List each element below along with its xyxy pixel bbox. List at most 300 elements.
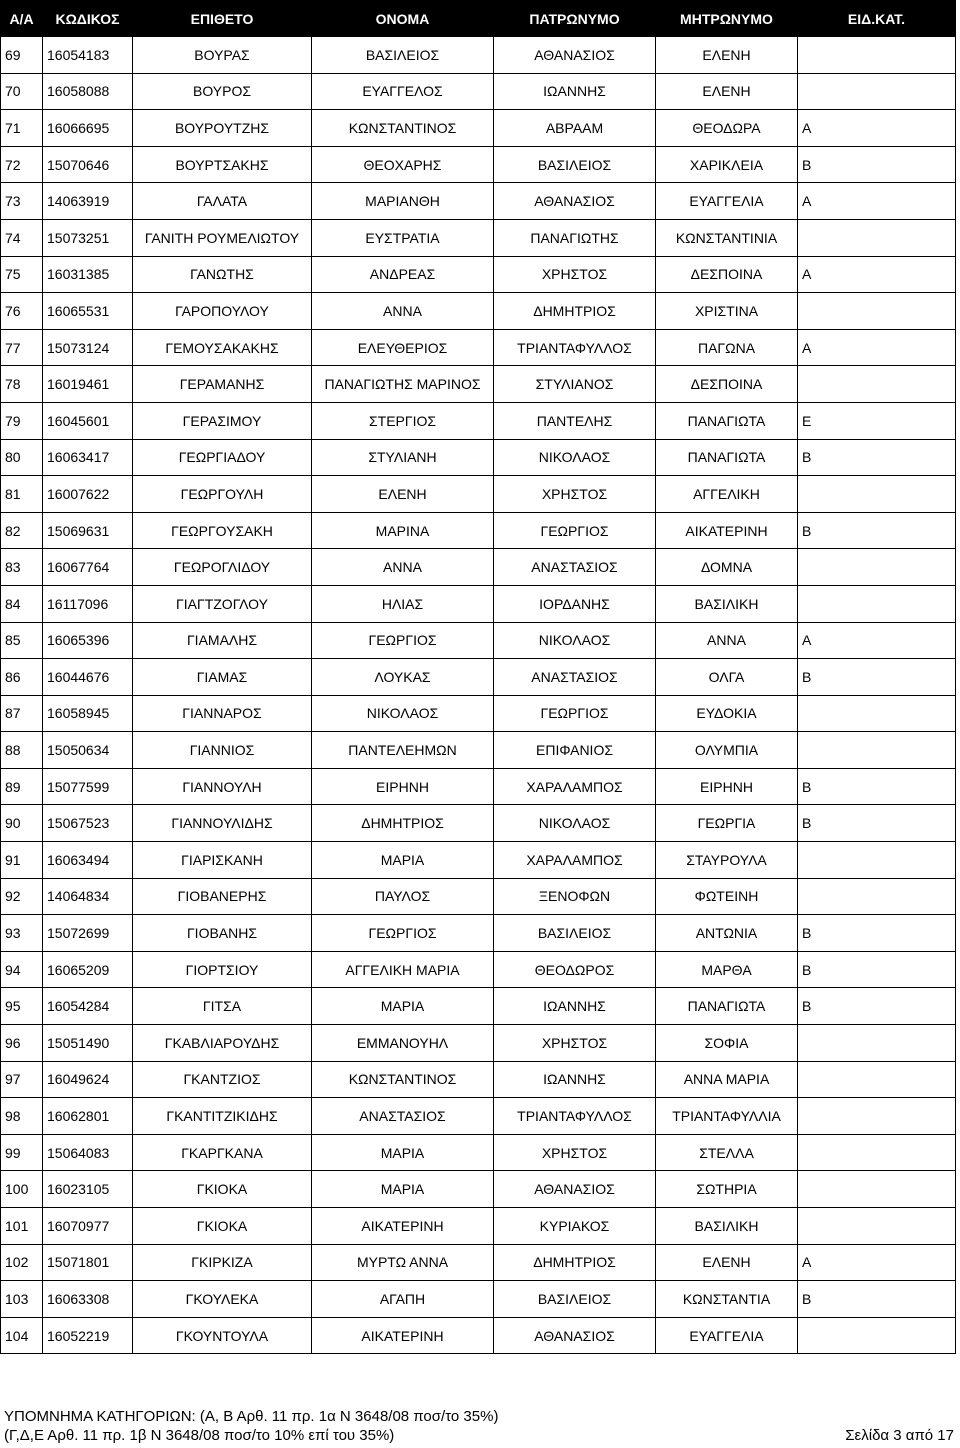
cell-father-name: ΒΑΣΙΛΕΙΟΣ (494, 1281, 656, 1318)
cell-category: Β (798, 951, 956, 988)
cell-surname: ΓΑΛΑΤΑ (133, 183, 312, 220)
cell-category (798, 695, 956, 732)
cell-aa: 88 (1, 732, 43, 769)
cell-father-name: ΑΝΑΣΤΑΣΙΟΣ (494, 659, 656, 696)
cell-first-name: ΓΕΩΡΓΙΟΣ (312, 915, 494, 952)
table-row (1, 659, 956, 696)
cell-mother-name: ΕΥΑΓΓΕΛΙΑ (656, 183, 798, 220)
cell-aa: 98 (1, 1098, 43, 1135)
cell-aa: 85 (1, 622, 43, 659)
cell-aa: 93 (1, 915, 43, 952)
cell-first-name: ΚΩΝΣΤΑΝΤΙΝΟΣ (312, 110, 494, 147)
cell-father-name: ΕΠΙΦΑΝΙΟΣ (494, 732, 656, 769)
table-row (1, 842, 956, 879)
cell-father-name: ΝΙΚΟΛΑΟΣ (494, 439, 656, 476)
cell-category (798, 1208, 956, 1245)
table-header (1, 1, 956, 37)
table-row (1, 219, 956, 256)
cell-category: Α (798, 110, 956, 147)
table-row (1, 1244, 956, 1281)
cell-surname: ΓΕΡΑΜΑΝΗΣ (133, 366, 312, 403)
cell-code: 14063919 (43, 183, 133, 220)
cell-aa: 72 (1, 146, 43, 183)
table-row (1, 439, 956, 476)
cell-surname: ΓΚΑΝΤΖΙΟΣ (133, 1061, 312, 1098)
cell-category (798, 1025, 956, 1062)
cell-code: 16054284 (43, 988, 133, 1025)
cell-father-name: ΑΘΑΝΑΣΙΟΣ (494, 37, 656, 74)
cell-mother-name: ΑΝΝΑ ΜΑΡΙΑ (656, 1061, 798, 1098)
table-row (1, 293, 956, 330)
cell-code: 16065531 (43, 293, 133, 330)
cell-category: Β (798, 512, 956, 549)
cell-category (798, 1098, 956, 1135)
cell-code: 16066695 (43, 110, 133, 147)
cell-surname: ΓΕΜΟΥΣΑΚΑΚΗΣ (133, 329, 312, 366)
cell-first-name: ΜΑΡΙΑΝΘΗ (312, 183, 494, 220)
cell-category: Α (798, 622, 956, 659)
cell-first-name: ΔΗΜΗΤΡΙΟΣ (312, 805, 494, 842)
cell-code: 14064834 (43, 878, 133, 915)
cell-father-name: ΤΡΙΑΝΤΑΦΥΛΛΟΣ (494, 1098, 656, 1135)
table-row (1, 951, 956, 988)
cell-first-name: ΜΑΡΙΝΑ (312, 512, 494, 549)
cell-father-name: ΙΩΑΝΝΗΣ (494, 73, 656, 110)
cell-surname: ΓΙΤΣΑ (133, 988, 312, 1025)
cell-code: 15070646 (43, 146, 133, 183)
cell-mother-name: ΕΛΕΝΗ (656, 37, 798, 74)
cell-category: Β (798, 988, 956, 1025)
cell-mother-name: ΜΑΡΘΑ (656, 951, 798, 988)
header-first-name: ΟΝΟΜΑ (312, 1, 494, 37)
cell-aa: 104 (1, 1317, 43, 1354)
cell-surname: ΓΚΑΡΓΚΑΝΑ (133, 1134, 312, 1171)
cell-father-name: ΘΕΟΔΩΡΟΣ (494, 951, 656, 988)
cell-first-name: ΕΙΡΗΝΗ (312, 768, 494, 805)
cell-surname: ΓΙΑΜΑΛΗΣ (133, 622, 312, 659)
cell-category: Α (798, 183, 956, 220)
cell-aa: 69 (1, 37, 43, 74)
table-row (1, 915, 956, 952)
cell-aa: 84 (1, 585, 43, 622)
cell-father-name: ΑΘΑΝΑΣΙΟΣ (494, 1317, 656, 1354)
cell-aa: 90 (1, 805, 43, 842)
cell-father-name: ΙΩΑΝΝΗΣ (494, 1061, 656, 1098)
table-row (1, 768, 956, 805)
cell-first-name: ΕΥΑΓΓΕΛΟΣ (312, 73, 494, 110)
table-row (1, 512, 956, 549)
cell-surname: ΓΚΙΡΚΙΖΑ (133, 1244, 312, 1281)
cell-surname: ΓΙΑΓΤΖΟΓΛΟΥ (133, 585, 312, 622)
header-surname: ΕΠΙΘΕΤΟ (133, 1, 312, 37)
cell-mother-name: ΑΝΝΑ (656, 622, 798, 659)
cell-father-name: ΒΑΣΙΛΕΙΟΣ (494, 146, 656, 183)
table-row (1, 183, 956, 220)
cell-code: 15069631 (43, 512, 133, 549)
cell-category (798, 1134, 956, 1171)
table-row (1, 1208, 956, 1245)
cell-surname: ΓΕΩΡΓΙΑΔΟΥ (133, 439, 312, 476)
cell-father-name: ΤΡΙΑΝΤΑΦΥΛΛΟΣ (494, 329, 656, 366)
cell-first-name: ΑΝΝΑ (312, 293, 494, 330)
cell-father-name: ΧΡΗΣΤΟΣ (494, 476, 656, 513)
cell-surname: ΓΚΙΟΚΑ (133, 1208, 312, 1245)
cell-surname: ΓΕΩΡΓΟΥΣΑΚΗ (133, 512, 312, 549)
cell-surname: ΓΙΑΝΝΟΥΛΙΔΗΣ (133, 805, 312, 842)
cell-father-name: ΔΗΜΗΤΡΙΟΣ (494, 293, 656, 330)
cell-code: 16070977 (43, 1208, 133, 1245)
cell-aa: 74 (1, 219, 43, 256)
cell-father-name: ΑΘΑΝΑΣΙΟΣ (494, 1171, 656, 1208)
table-row (1, 402, 956, 439)
cell-aa: 96 (1, 1025, 43, 1062)
cell-mother-name: ΔΟΜΝΑ (656, 549, 798, 586)
cell-surname: ΒΟΥΡΤΣΑΚΗΣ (133, 146, 312, 183)
table-row (1, 1061, 956, 1098)
cell-category: Β (798, 805, 956, 842)
page-number: Σελίδα 3 από 17 (845, 1427, 954, 1444)
cell-mother-name: ΠΑΝΑΓΙΩΤΑ (656, 439, 798, 476)
cell-first-name: ΑΝΔΡΕΑΣ (312, 256, 494, 293)
cell-category (798, 732, 956, 769)
cell-code: 16031385 (43, 256, 133, 293)
cell-code: 15077599 (43, 768, 133, 805)
cell-surname: ΒΟΥΡΟΣ (133, 73, 312, 110)
table-row (1, 622, 956, 659)
cell-code: 16063494 (43, 842, 133, 879)
cell-mother-name: ΑΓΓΕΛΙΚΗ (656, 476, 798, 513)
cell-mother-name: ΟΛΓΑ (656, 659, 798, 696)
cell-aa: 102 (1, 1244, 43, 1281)
cell-father-name: ΠΑΝΤΕΛΗΣ (494, 402, 656, 439)
cell-first-name: ΑΙΚΑΤΕΡΙΝΗ (312, 1317, 494, 1354)
cell-father-name: ΒΑΣΙΛΕΙΟΣ (494, 915, 656, 952)
cell-category: Β (798, 146, 956, 183)
cell-category (798, 1171, 956, 1208)
cell-code: 16023105 (43, 1171, 133, 1208)
table-row (1, 1317, 956, 1354)
cell-surname: ΓΚΑΝΤΙΤΖΙΚΙΔΗΣ (133, 1098, 312, 1135)
cell-code: 15073251 (43, 219, 133, 256)
cell-first-name: ΑΙΚΑΤΕΡΙΝΗ (312, 1208, 494, 1245)
cell-mother-name: ΓΕΩΡΓΙΑ (656, 805, 798, 842)
cell-code: 15072699 (43, 915, 133, 952)
cell-category (798, 1061, 956, 1098)
cell-category (798, 219, 956, 256)
cell-category: Β (798, 768, 956, 805)
cell-father-name: ΧΡΗΣΤΟΣ (494, 1134, 656, 1171)
cell-first-name: ΒΑΣΙΛΕΙΟΣ (312, 37, 494, 74)
cell-aa: 77 (1, 329, 43, 366)
cell-father-name: ΝΙΚΟΛΑΟΣ (494, 622, 656, 659)
cell-mother-name: ΕΛΕΝΗ (656, 1244, 798, 1281)
cell-code: 15051490 (43, 1025, 133, 1062)
cell-aa: 81 (1, 476, 43, 513)
cell-surname: ΓΑΝΩΤΗΣ (133, 256, 312, 293)
cell-surname: ΓΙΑΝΝΑΡΟΣ (133, 695, 312, 732)
cell-surname: ΓΙΟΡΤΣΙΟΥ (133, 951, 312, 988)
cell-surname: ΓΕΩΡΓΟΥΛΗ (133, 476, 312, 513)
cell-mother-name: ΔΕΣΠΟΙΝΑ (656, 256, 798, 293)
table-row (1, 1281, 956, 1318)
cell-category: Β (798, 915, 956, 952)
cell-aa: 97 (1, 1061, 43, 1098)
cell-first-name: ΗΛΙΑΣ (312, 585, 494, 622)
cell-father-name: ΝΙΚΟΛΑΟΣ (494, 805, 656, 842)
cell-mother-name: ΕΥΑΓΓΕΛΙΑ (656, 1317, 798, 1354)
cell-code: 16065209 (43, 951, 133, 988)
cell-aa: 94 (1, 951, 43, 988)
cell-surname: ΓΕΩΡΟΓΛΙΔΟΥ (133, 549, 312, 586)
cell-father-name: ΑΘΑΝΑΣΙΟΣ (494, 183, 656, 220)
cell-surname: ΓΙΑΝΝΟΥΛΗ (133, 768, 312, 805)
cell-father-name: ΓΕΩΡΓΙΟΣ (494, 512, 656, 549)
cell-first-name: ΜΑΡΙΑ (312, 988, 494, 1025)
cell-surname: ΓΙΟΒΑΝΕΡΗΣ (133, 878, 312, 915)
cell-mother-name: ΒΑΣΙΛΙΚΗ (656, 1208, 798, 1245)
cell-surname: ΓΙΑΜΑΣ (133, 659, 312, 696)
cell-aa: 100 (1, 1171, 43, 1208)
header-code: ΚΩΔΙΚΟΣ (43, 1, 133, 37)
cell-first-name: ΕΜΜΑΝΟΥΗΛ (312, 1025, 494, 1062)
cell-surname: ΓΚΑΒΛΙΑΡΟΥΔΗΣ (133, 1025, 312, 1062)
cell-code: 16044676 (43, 659, 133, 696)
cell-code: 15071801 (43, 1244, 133, 1281)
cell-mother-name: ΣΤΑΥΡΟΥΛΑ (656, 842, 798, 879)
cell-father-name: ΑΝΑΣΤΑΣΙΟΣ (494, 549, 656, 586)
cell-aa: 95 (1, 988, 43, 1025)
cell-father-name: ΣΤΥΛΙΑΝΟΣ (494, 366, 656, 403)
cell-first-name: ΘΕΟΧΑΡΗΣ (312, 146, 494, 183)
cell-first-name: ΑΓΓΕΛΙΚΗ ΜΑΡΙΑ (312, 951, 494, 988)
cell-category (798, 37, 956, 74)
cell-mother-name: ΕΥΔΟΚΙΑ (656, 695, 798, 732)
cell-mother-name: ΑΙΚΑΤΕΡΙΝΗ (656, 512, 798, 549)
cell-surname: ΒΟΥΡΑΣ (133, 37, 312, 74)
cell-first-name: ΣΤΥΛΙΑΝΗ (312, 439, 494, 476)
table-row (1, 146, 956, 183)
cell-code: 16049624 (43, 1061, 133, 1098)
cell-first-name: ΓΕΩΡΓΙΟΣ (312, 622, 494, 659)
table-row (1, 1025, 956, 1062)
cell-mother-name: ΔΕΣΠΟΙΝΑ (656, 366, 798, 403)
cell-code: 16058945 (43, 695, 133, 732)
cell-aa: 101 (1, 1208, 43, 1245)
cell-first-name: ΕΥΣΤΡΑΤΙΑ (312, 219, 494, 256)
cell-aa: 82 (1, 512, 43, 549)
table-row (1, 366, 956, 403)
cell-category: Α (798, 256, 956, 293)
table-row (1, 1098, 956, 1135)
legend-line-2: (Γ,Δ,Ε Αρθ. 11 πρ. 1β Ν 3648/08 ποσ/το 10% επί του 35%) (4, 1427, 395, 1444)
cell-first-name: ΕΛΕΝΗ (312, 476, 494, 513)
cell-code: 15073124 (43, 329, 133, 366)
table-row (1, 988, 956, 1025)
cell-category (798, 1317, 956, 1354)
cell-code: 16067764 (43, 549, 133, 586)
cell-first-name: ΜΑΡΙΑ (312, 1134, 494, 1171)
cell-code: 16058088 (43, 73, 133, 110)
cell-code: 15064083 (43, 1134, 133, 1171)
cell-aa: 89 (1, 768, 43, 805)
cell-category (798, 73, 956, 110)
cell-mother-name: ΣΟΦΙΑ (656, 1025, 798, 1062)
header-special-category: ΕΙΔ.ΚΑΤ. (798, 1, 956, 37)
cell-category: Ε (798, 402, 956, 439)
cell-first-name: ΜΑΡΙΑ (312, 1171, 494, 1208)
table-row (1, 37, 956, 74)
table-row (1, 805, 956, 842)
cell-father-name: ΑΒΡΑΑΜ (494, 110, 656, 147)
table-row (1, 549, 956, 586)
table-row (1, 585, 956, 622)
cell-aa: 79 (1, 402, 43, 439)
cell-category (798, 476, 956, 513)
cell-mother-name: ΠΑΝΑΓΙΩΤΑ (656, 988, 798, 1025)
cell-mother-name: ΤΡΙΑΝΤΑΦΥΛΛΙΑ (656, 1098, 798, 1135)
table-row (1, 110, 956, 147)
cell-code: 16054183 (43, 37, 133, 74)
cell-category: Β (798, 439, 956, 476)
cell-mother-name: ΟΛΥΜΠΙΑ (656, 732, 798, 769)
table-row (1, 256, 956, 293)
cell-father-name: ΓΕΩΡΓΙΟΣ (494, 695, 656, 732)
cell-father-name: ΙΟΡΔΑΝΗΣ (494, 585, 656, 622)
cell-code: 16065396 (43, 622, 133, 659)
cell-mother-name: ΒΑΣΙΛΙΚΗ (656, 585, 798, 622)
cell-mother-name: ΕΙΡΗΝΗ (656, 768, 798, 805)
cell-category (798, 842, 956, 879)
cell-mother-name: ΠΑΓΩΝΑ (656, 329, 798, 366)
cell-mother-name: ΚΩΝΣΤΑΝΤΙΝΙΑ (656, 219, 798, 256)
cell-code: 16019461 (43, 366, 133, 403)
cell-aa: 75 (1, 256, 43, 293)
cell-first-name: ΚΩΝΣΤΑΝΤΙΝΟΣ (312, 1061, 494, 1098)
cell-mother-name: ΧΡΙΣΤΙΝΑ (656, 293, 798, 330)
cell-aa: 103 (1, 1281, 43, 1318)
cell-first-name: ΕΛΕΥΘΕΡΙΟΣ (312, 329, 494, 366)
cell-aa: 78 (1, 366, 43, 403)
table-row (1, 1134, 956, 1171)
cell-first-name: ΑΝΑΣΤΑΣΙΟΣ (312, 1098, 494, 1135)
cell-surname: ΓΙΑΝΝΙΟΣ (133, 732, 312, 769)
cell-code: 16117096 (43, 585, 133, 622)
cell-code: 15067523 (43, 805, 133, 842)
cell-aa: 71 (1, 110, 43, 147)
cell-category (798, 878, 956, 915)
cell-aa: 99 (1, 1134, 43, 1171)
table-row (1, 476, 956, 513)
cell-code: 16052219 (43, 1317, 133, 1354)
cell-first-name: ΠΑΥΛΟΣ (312, 878, 494, 915)
cell-father-name: ΠΑΝΑΓΙΩΤΗΣ (494, 219, 656, 256)
table-row (1, 73, 956, 110)
cell-surname: ΓΚΟΥΝΤΟΥΛΑ (133, 1317, 312, 1354)
cell-surname: ΓΙΑΡΙΣΚΑΝΗ (133, 842, 312, 879)
cell-mother-name: ΕΛΕΝΗ (656, 73, 798, 110)
cell-mother-name: ΦΩΤΕΙΝΗ (656, 878, 798, 915)
cell-first-name: ΑΓΑΠΗ (312, 1281, 494, 1318)
cell-mother-name: ΑΝΤΩΝΙΑ (656, 915, 798, 952)
cell-father-name: ΙΩΑΝΝΗΣ (494, 988, 656, 1025)
cell-aa: 70 (1, 73, 43, 110)
header-row (1, 1, 956, 37)
cell-mother-name: ΠΑΝΑΓΙΩΤΑ (656, 402, 798, 439)
cell-first-name: ΣΤΕΡΓΙΟΣ (312, 402, 494, 439)
cell-surname: ΓΚΙΟΚΑ (133, 1171, 312, 1208)
cell-father-name: ΧΡΗΣΤΟΣ (494, 256, 656, 293)
table-row (1, 878, 956, 915)
cell-aa: 80 (1, 439, 43, 476)
header-father-name: ΠΑΤΡΩΝΥΜΟ (494, 1, 656, 37)
cell-first-name: ΜΥΡΤΩ ΑΝΝΑ (312, 1244, 494, 1281)
table-body (1, 37, 956, 1354)
header-aa: Α/Α (1, 1, 43, 37)
cell-category: Α (798, 1244, 956, 1281)
cell-surname: ΓΚΟΥΛΕΚΑ (133, 1281, 312, 1318)
cell-father-name: ΧΡΗΣΤΟΣ (494, 1025, 656, 1062)
cell-category: Β (798, 1281, 956, 1318)
cell-surname: ΓΙΟΒΑΝΗΣ (133, 915, 312, 952)
cell-aa: 73 (1, 183, 43, 220)
cell-category (798, 293, 956, 330)
cell-code: 16045601 (43, 402, 133, 439)
cell-aa: 87 (1, 695, 43, 732)
cell-category (798, 549, 956, 586)
cell-father-name: ΞΕΝΟΦΩΝ (494, 878, 656, 915)
cell-aa: 76 (1, 293, 43, 330)
cell-mother-name: ΧΑΡΙΚΛΕΙΑ (656, 146, 798, 183)
cell-mother-name: ΚΩΝΣΤΑΝΤΙΑ (656, 1281, 798, 1318)
cell-aa: 92 (1, 878, 43, 915)
cell-code: 16063308 (43, 1281, 133, 1318)
table-row (1, 1171, 956, 1208)
cell-surname: ΓΕΡΑΣΙΜΟΥ (133, 402, 312, 439)
cell-surname: ΒΟΥΡΟΥΤΖΗΣ (133, 110, 312, 147)
cell-aa: 83 (1, 549, 43, 586)
cell-first-name: ΛΟΥΚΑΣ (312, 659, 494, 696)
cell-father-name: ΚΥΡΙΑΚΟΣ (494, 1208, 656, 1245)
cell-father-name: ΧΑΡΑΛΑΜΠΟΣ (494, 768, 656, 805)
table-row (1, 732, 956, 769)
cell-category (798, 585, 956, 622)
cell-code: 16007622 (43, 476, 133, 513)
cell-surname: ΓΑΡΟΠΟΥΛΟΥ (133, 293, 312, 330)
cell-mother-name: ΣΤΕΛΛΑ (656, 1134, 798, 1171)
cell-surname: ΓΑΝΙΤΗ ΡΟΥΜΕΛΙΩΤΟΥ (133, 219, 312, 256)
cell-first-name: ΝΙΚΟΛΑΟΣ (312, 695, 494, 732)
cell-aa: 91 (1, 842, 43, 879)
cell-father-name: ΧΑΡΑΛΑΜΠΟΣ (494, 842, 656, 879)
table-row (1, 329, 956, 366)
cell-aa: 86 (1, 659, 43, 696)
header-mother-name: ΜΗΤΡΩΝΥΜΟ (656, 1, 798, 37)
cell-category (798, 366, 956, 403)
cell-category: Β (798, 659, 956, 696)
cell-code: 16063417 (43, 439, 133, 476)
table-row (1, 695, 956, 732)
cell-code: 15050634 (43, 732, 133, 769)
cell-mother-name: ΘΕΟΔΩΡΑ (656, 110, 798, 147)
cell-category: Α (798, 329, 956, 366)
cell-first-name: ΠΑΝΤΕΛΕΗΜΩΝ (312, 732, 494, 769)
cell-first-name: ΜΑΡΙΑ (312, 842, 494, 879)
cell-first-name: ΑΝΝΑ (312, 549, 494, 586)
cell-mother-name: ΣΩΤΗΡΙΑ (656, 1171, 798, 1208)
cell-first-name: ΠΑΝΑΓΙΩΤΗΣ ΜΑΡΙΝΟΣ (312, 366, 494, 403)
cell-code: 16062801 (43, 1098, 133, 1135)
cell-father-name: ΔΗΜΗΤΡΙΟΣ (494, 1244, 656, 1281)
